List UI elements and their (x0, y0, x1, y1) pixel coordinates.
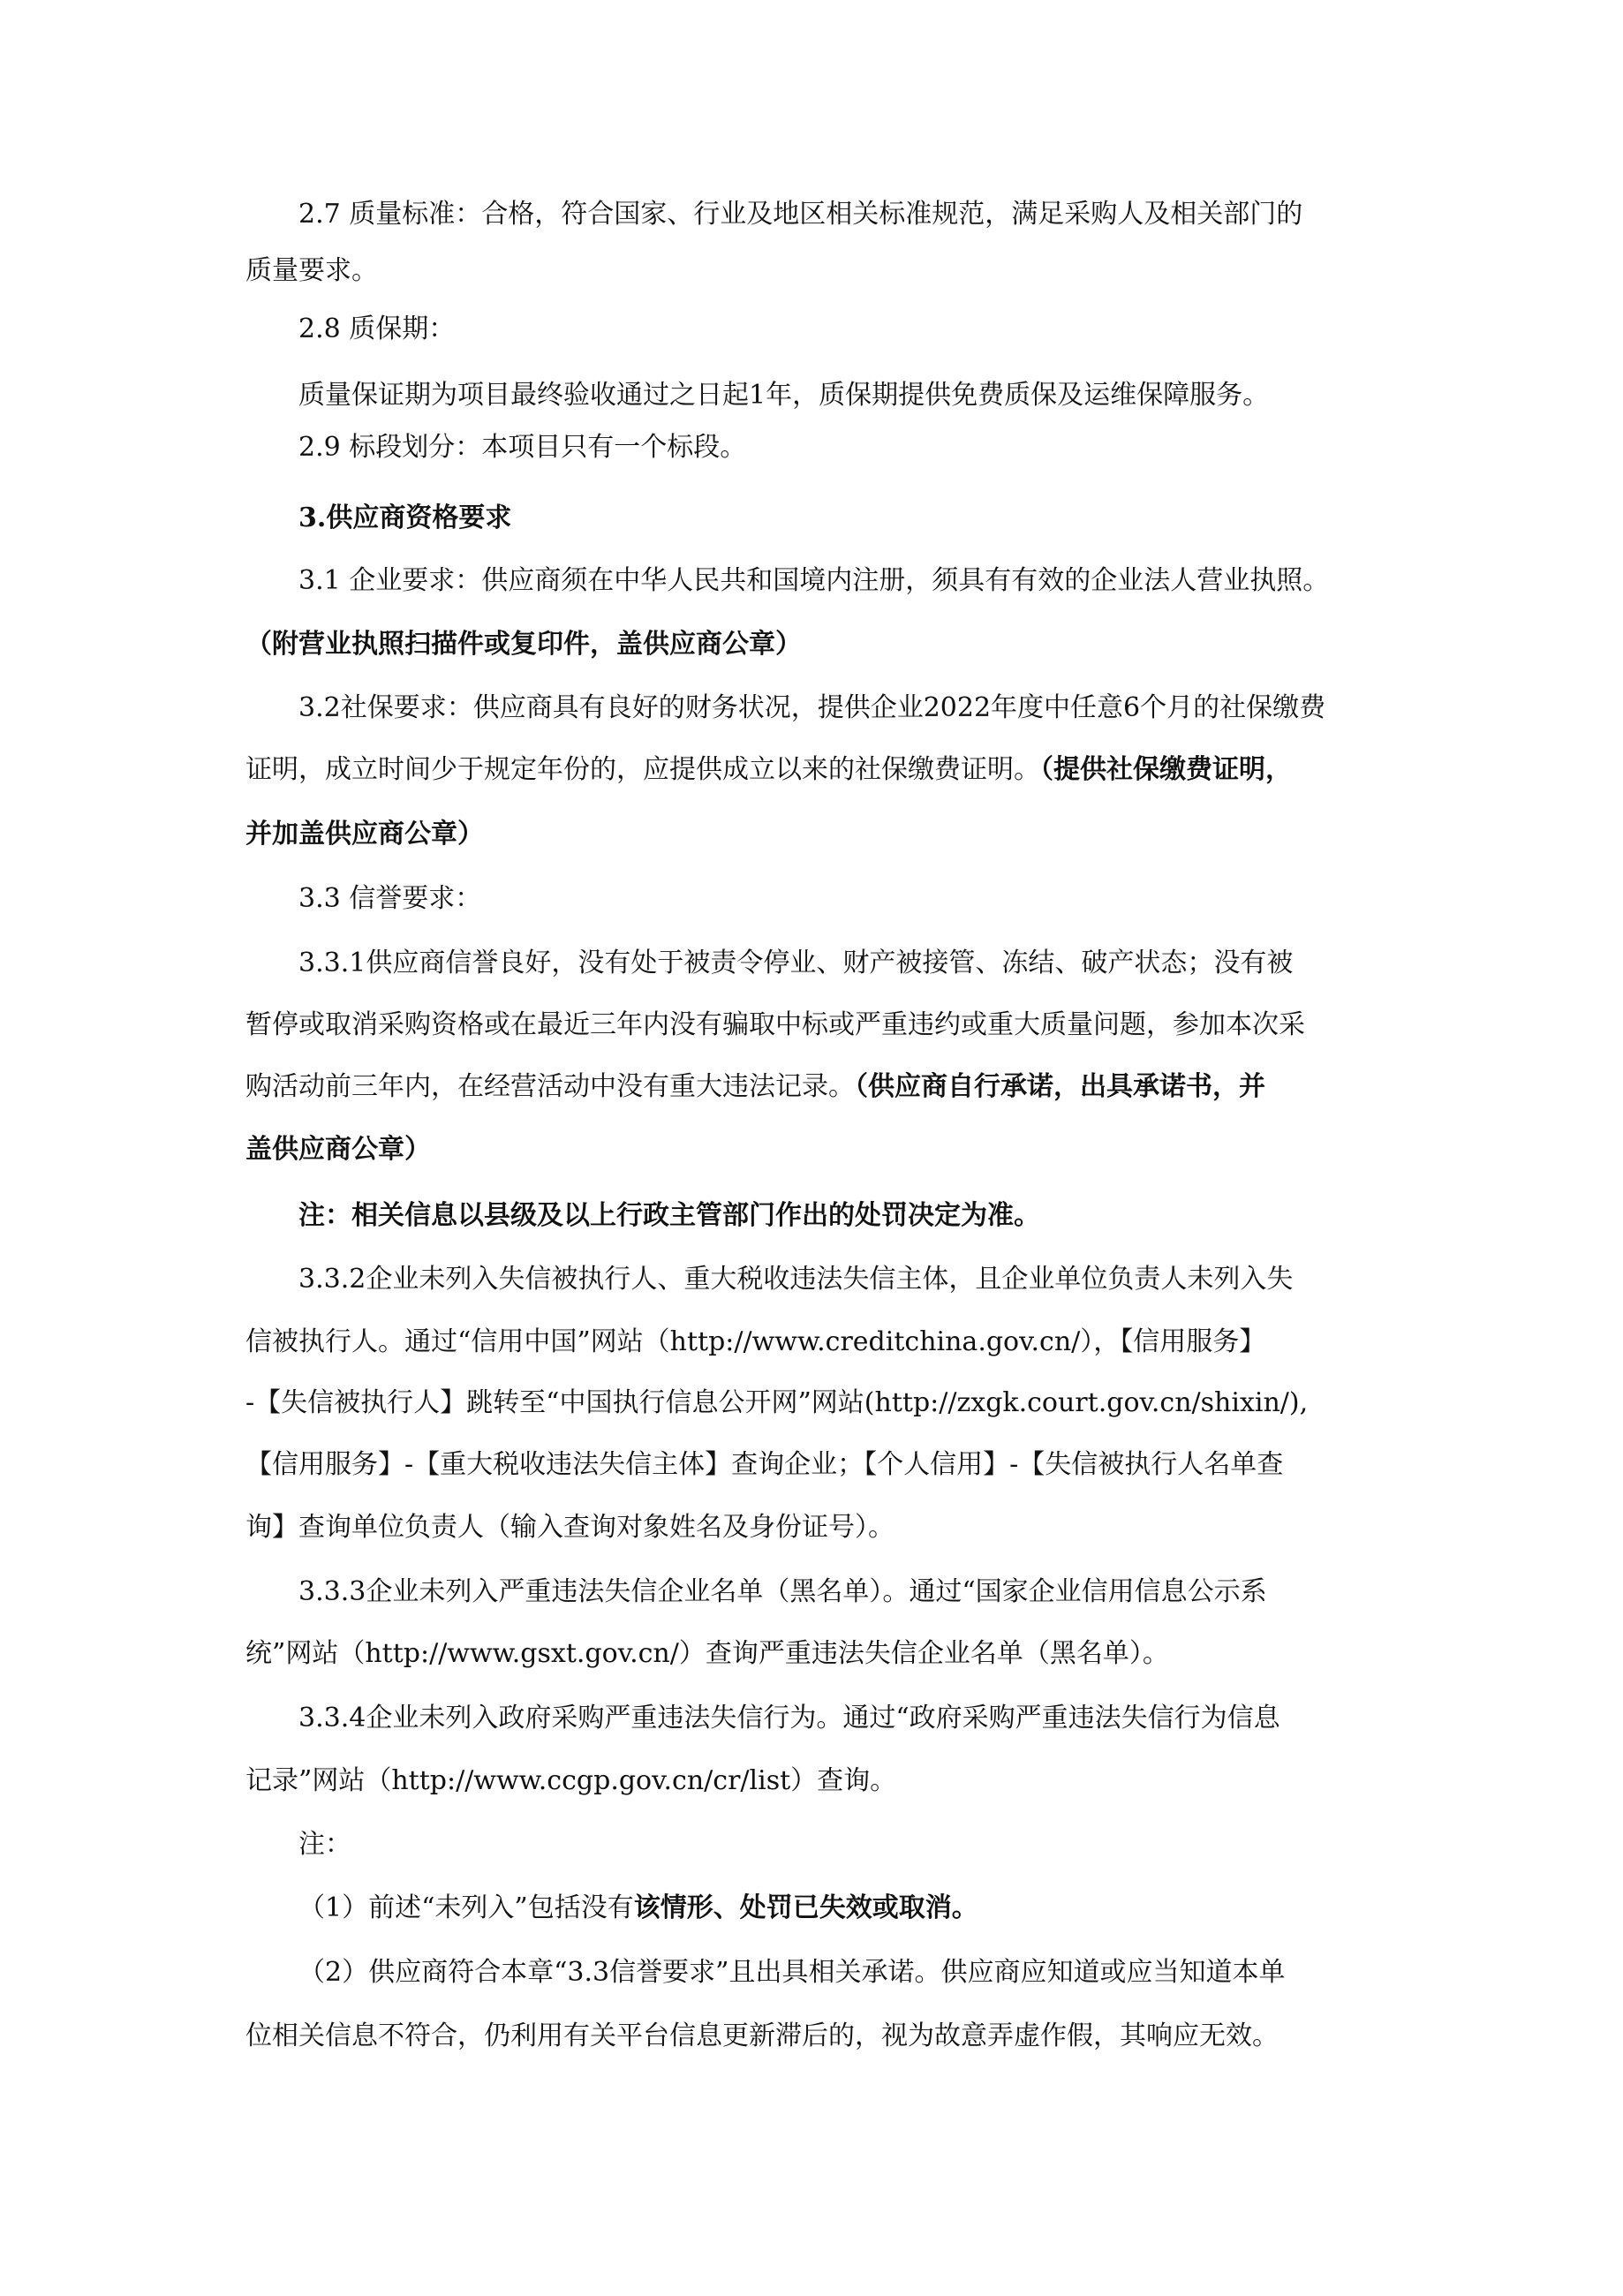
para-3-1-line1: 3.1 企业要求：供应商须在中华人民共和国境内注册，须具有有效的企业法人营业执照。 (298, 565, 1330, 596)
para-2-7-line2: 质量要求。 (245, 255, 378, 286)
note-item-1 (298, 1889, 978, 1928)
para-2-8: 2.8 质保期： (298, 313, 456, 344)
para-3-2-line2-text: 证明，成立时间少于规定年份的，应提供成立以来的社保缴费证明。 (245, 754, 1040, 785)
para-2-9: 2.9 标段划分：本项目只有一个标段。 (298, 432, 747, 463)
para-3-3-1-line3-bold: （供应商自行承诺，出具承诺书，并 (855, 1071, 1265, 1102)
para-3-2-line2-bold: （提供社保缴费证明， (1040, 754, 1292, 785)
para-3-3-3-line2: 统”网站（http://www.gsxt.gov.cn/）查询严重违法失信企业名单（黑名单）。 (245, 1638, 1169, 1669)
para-3-2-line3: 并加盖供应商公章） (245, 819, 484, 850)
para-3-3-1-line3 (245, 1068, 1265, 1106)
para-3-3-2-line3: -【失信被执行人】跳转至“中国执行信息公开网”网站(http://zxgk.court.gov.cn/shixin/), (245, 1387, 1309, 1418)
para-3-3-2-line5: 询】查询单位负责人（输入查询对象姓名及身份证号）。 (245, 1512, 895, 1543)
para-3-3-4-line2: 记录”网站（http://www.ccgp.gov.cn/cr/list）查询。 (245, 1765, 897, 1796)
note-label: 注： (298, 1829, 351, 1860)
note-penalty: 注：相关信息以县级及以上行政主管部门作出的处罚决定为准。 (298, 1200, 1040, 1231)
para-3-3-1-line1: 3.3.1供应商信誉良好，没有处于被责令停业、财产被接管、冻结、破产状态；没有被 (298, 948, 1294, 978)
para-3-3-1-line2: 暂停或取消采购资格或在最近三年内没有骗取中标或严重违约或重大质量问题，参加本次采 (245, 1009, 1305, 1040)
note-item-1-text: （1）前述“未列入”包括没有 (298, 1892, 634, 1923)
note-item-2-line2: 位相关信息不符合，仍利用有关平台信息更新滞后的，视为故意弄虚作假，其响应无效。 (245, 2020, 1279, 2051)
section-heading-3: 3.供应商资格要求 (298, 502, 512, 533)
para-3-3-2-line2: 信被执行人。通过“信用中国”网站（http://www.creditchina.gov.cn/），【信用服务】 (245, 1326, 1266, 1357)
para-3-3-3-line1: 3.3.3企业未列入严重违法失信企业名单（黑名单）。通过“国家企业信用信息公示系 (298, 1576, 1267, 1607)
para-3-3-2-line4: 【信用服务】-【重大税收违法失信主体】查询企业；【个人信用】-【失信被执行人名单查 (245, 1449, 1284, 1480)
note-item-2-line1: （2）供应商符合本章“3.3信誉要求”且出具相关承诺。供应商应知道或应当知道本单 (298, 1957, 1286, 1988)
para-3-3-4-line1: 3.3.4企业未列入政府采购严重违法失信行为。通过“政府采购严重违法失信行为信息 (298, 1703, 1280, 1733)
para-3-2-line2 (245, 751, 1292, 789)
note-item-1-bold: 该情形、处罚已失效或取消。 (633, 1892, 978, 1923)
para-3-2-line1: 3.2社保要求：供应商具有良好的财务状况，提供企业2022年度中任意6个月的社保缴费 (298, 692, 1326, 723)
para-3-3-2-line1: 3.3.2企业未列入失信被执行人、重大税收违法失信主体，且企业单位负责人未列入失 (298, 1264, 1294, 1295)
para-3-3-1-line3-text: 购活动前三年内，在经营活动中没有重大违法记录。 (245, 1071, 855, 1102)
para-3-1-line2: （附营业执照扫描件或复印件，盖供应商公章） (245, 629, 802, 660)
para-2-7-line1: 2.7 质量标准：合格，符合国家、行业及地区相关标准规范，满足采购人及相关部门的 (298, 199, 1303, 230)
para-3-3: 3.3 信誉要求： (298, 883, 482, 914)
para-3-3-1-line4: 盖供应商公章） (245, 1134, 431, 1165)
para-warranty: 质量保证期为项目最终验收通过之日起1年，质保期提供免费质保及运维保障服务。 (298, 380, 1270, 411)
